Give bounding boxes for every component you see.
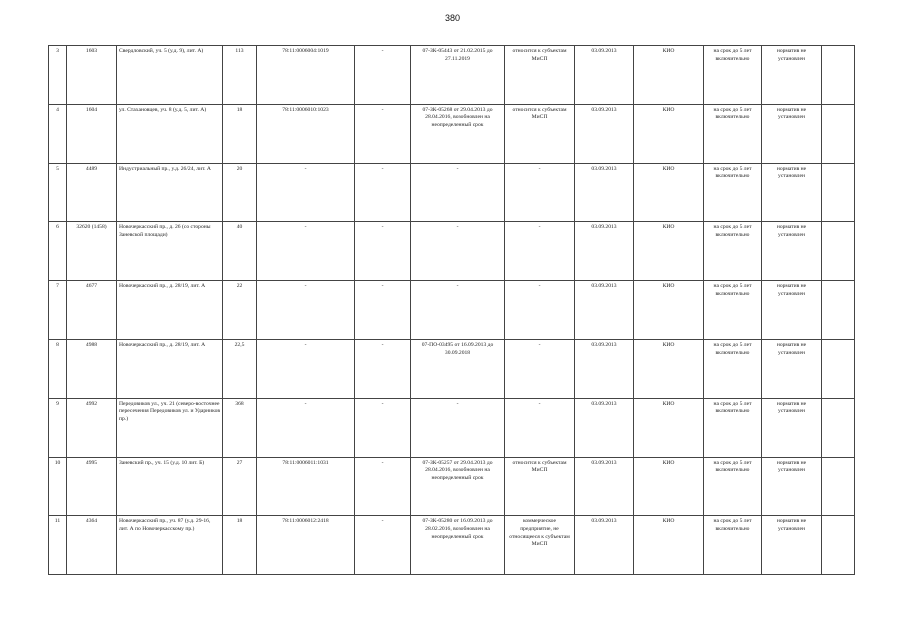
organization-cell: КИО xyxy=(634,163,704,222)
status-cell: - xyxy=(505,398,575,457)
organization-cell: КИО xyxy=(634,104,704,163)
organization-cell: КИО xyxy=(634,516,704,575)
row-number-cell: 6 xyxy=(49,222,67,281)
address-cell: Передовиков ул., уч. 21 (северо-восточнее пересечения Передовиков ул. и Ударников пр.) xyxy=(117,398,223,457)
object-id-cell: 4364 xyxy=(67,516,117,575)
term-cell: на срок до 5 лет включительно xyxy=(704,339,762,398)
row-number-cell: 9 xyxy=(49,398,67,457)
row-number-cell: 8 xyxy=(49,339,67,398)
empty-cell xyxy=(822,516,855,575)
date-cell: 03.09.2013 xyxy=(575,281,634,340)
dash-cell: - xyxy=(355,281,411,340)
organization-cell: КИО xyxy=(634,281,704,340)
norm-cell: норматив не установлен xyxy=(762,163,822,222)
norm-cell: норматив не установлен xyxy=(762,457,822,516)
date-cell: 03.09.2013 xyxy=(575,516,634,575)
norm-cell: норматив не установлен xyxy=(762,339,822,398)
norm-cell: норматив не установлен xyxy=(762,281,822,340)
norm-cell: норматив не установлен xyxy=(762,516,822,575)
contract-cell: - xyxy=(411,281,505,340)
term-cell: на срок до 5 лет включительно xyxy=(704,457,762,516)
table-row xyxy=(49,222,855,281)
norm-cell: норматив не установлен xyxy=(762,222,822,281)
cadastral-number-cell: 78:11:0006011:1031 xyxy=(257,457,355,516)
dash-cell: - xyxy=(355,104,411,163)
organization-cell: КИО xyxy=(634,457,704,516)
contract-cell: 07-ЗК-05443 от 21.02.2015 до 27.11.2019 xyxy=(411,46,505,105)
dash-cell: - xyxy=(355,339,411,398)
area-cell: 22 xyxy=(223,281,257,340)
address-cell: Свердловский, уч. 5 (у.д. 9), лит. А) xyxy=(117,46,223,105)
dash-cell: - xyxy=(355,457,411,516)
status-cell: коммерческое предприятие, не относящееся к субъектам МиСП xyxy=(505,516,575,575)
organization-cell: КИО xyxy=(634,398,704,457)
registry-table xyxy=(48,45,855,575)
contract-cell: 07-ЗК-05280 от 16.09.2013 до 28.02.2016, возобновлен на неопределенный срок xyxy=(411,516,505,575)
dash-cell: - xyxy=(355,516,411,575)
table-row xyxy=(49,398,855,457)
date-cell: 03.09.2013 xyxy=(575,163,634,222)
object-id-cell: 1604 xyxy=(67,104,117,163)
area-cell: 20 xyxy=(223,163,257,222)
area-cell: 18 xyxy=(223,104,257,163)
date-cell: 03.09.2013 xyxy=(575,46,634,105)
object-id-cell: 4988 xyxy=(67,339,117,398)
table-row xyxy=(49,46,855,105)
term-cell: на срок до 5 лет включительно xyxy=(704,163,762,222)
organization-cell: КИО xyxy=(634,46,704,105)
row-number-cell: 10 xyxy=(49,457,67,516)
cadastral-number-cell: - xyxy=(257,398,355,457)
term-cell: на срок до 5 лет включительно xyxy=(704,398,762,457)
status-cell: - xyxy=(505,281,575,340)
area-cell: 27 xyxy=(223,457,257,516)
term-cell: на срок до 5 лет включительно xyxy=(704,46,762,105)
empty-cell xyxy=(822,398,855,457)
table-body xyxy=(49,46,855,575)
address-cell: ул. Стахановцев, уч. 8 (у.д. 5, лит. А) xyxy=(117,104,223,163)
object-id-cell: 4992 xyxy=(67,398,117,457)
object-id-cell: 4677 xyxy=(67,281,117,340)
row-number-cell: 4 xyxy=(49,104,67,163)
empty-cell xyxy=(822,104,855,163)
norm-cell: норматив не установлен xyxy=(762,46,822,105)
date-cell: 03.09.2013 xyxy=(575,339,634,398)
cadastral-number-cell: - xyxy=(257,339,355,398)
page-number: 380 xyxy=(444,13,461,23)
term-cell: на срок до 5 лет включительно xyxy=(704,281,762,340)
table-row xyxy=(49,163,855,222)
date-cell: 03.09.2013 xyxy=(575,104,634,163)
dash-cell: - xyxy=(355,222,411,281)
object-id-cell: 4489 xyxy=(67,163,117,222)
contract-cell: 07-ЗК-05257 от 29.04.2013 до 28.04.2016, возобновлен на неопределенный срок xyxy=(411,457,505,516)
empty-cell xyxy=(822,46,855,105)
status-cell: относится к субъектам МиСП xyxy=(505,46,575,105)
status-cell: - xyxy=(505,163,575,222)
row-number-cell: 5 xyxy=(49,163,67,222)
status-cell: относится к субъектам МиСП xyxy=(505,457,575,516)
address-cell: Новочеркасский пр., д. 26 (со стороны Заневской площади) xyxy=(117,222,223,281)
cadastral-number-cell: - xyxy=(257,222,355,281)
empty-cell xyxy=(822,457,855,516)
table-row xyxy=(49,104,855,163)
area-cell: 113 xyxy=(223,46,257,105)
cadastral-number-cell: 78:11:0006012:2418 xyxy=(257,516,355,575)
object-id-cell: 4995 xyxy=(67,457,117,516)
area-cell: 368 xyxy=(223,398,257,457)
dash-cell: - xyxy=(355,398,411,457)
object-id-cell: 1603 xyxy=(67,46,117,105)
term-cell: на срок до 5 лет включительно xyxy=(704,516,762,575)
cadastral-number-cell: - xyxy=(257,163,355,222)
table-row xyxy=(49,281,855,340)
contract-cell: - xyxy=(411,398,505,457)
status-cell: - xyxy=(505,222,575,281)
empty-cell xyxy=(822,163,855,222)
date-cell: 03.09.2013 xyxy=(575,398,634,457)
address-cell: Новочеркасский пр., уч. 87 (у.д. 29-16, лит. А по Новочеркасскому пр.) xyxy=(117,516,223,575)
row-number-cell: 3 xyxy=(49,46,67,105)
contract-cell: - xyxy=(411,222,505,281)
area-cell: 40 xyxy=(223,222,257,281)
norm-cell: норматив не установлен xyxy=(762,104,822,163)
address-cell: Новочеркасский пр., д. 28/19, лит. А xyxy=(117,281,223,340)
date-cell: 03.09.2013 xyxy=(575,222,634,281)
table-row xyxy=(49,516,855,575)
organization-cell: КИО xyxy=(634,339,704,398)
cadastral-number-cell: 78:11:0006010:1023 xyxy=(257,104,355,163)
empty-cell xyxy=(822,222,855,281)
address-cell: Заневский пр., уч. 15 (у.д. 10 лит. Б) xyxy=(117,457,223,516)
cadastral-number-cell: - xyxy=(257,281,355,340)
contract-cell: - xyxy=(411,163,505,222)
contract-cell: 07-ПО-03495 от 16.09.2013 до 30.09.2018 xyxy=(411,339,505,398)
table-row xyxy=(49,339,855,398)
dash-cell: - xyxy=(355,163,411,222)
organization-cell: КИО xyxy=(634,222,704,281)
address-cell: Индустриальный пр., у.д. 26/24, лит. А xyxy=(117,163,223,222)
row-number-cell: 11 xyxy=(49,516,67,575)
area-cell: 22,5 xyxy=(223,339,257,398)
row-number-cell: 7 xyxy=(49,281,67,340)
cadastral-number-cell: 78:11:0006004:1019 xyxy=(257,46,355,105)
date-cell: 03.09.2013 xyxy=(575,457,634,516)
address-cell: Новочеркасский пр., д. 28/19, лит. А xyxy=(117,339,223,398)
norm-cell: норматив не установлен xyxy=(762,398,822,457)
empty-cell xyxy=(822,281,855,340)
status-cell: - xyxy=(505,339,575,398)
term-cell: на срок до 5 лет включительно xyxy=(704,222,762,281)
empty-cell xyxy=(822,339,855,398)
table-row xyxy=(49,457,855,516)
status-cell: относится к субъектам МиСП xyxy=(505,104,575,163)
term-cell: на срок до 5 лет включительно xyxy=(704,104,762,163)
dash-cell: - xyxy=(355,46,411,105)
contract-cell: 07-ЗК-05268 от 29.04.2013 до 28.04.2016, возобновлен на неопределенный срок xyxy=(411,104,505,163)
area-cell: 18 xyxy=(223,516,257,575)
object-id-cell: 32620 (1458) xyxy=(67,222,117,281)
